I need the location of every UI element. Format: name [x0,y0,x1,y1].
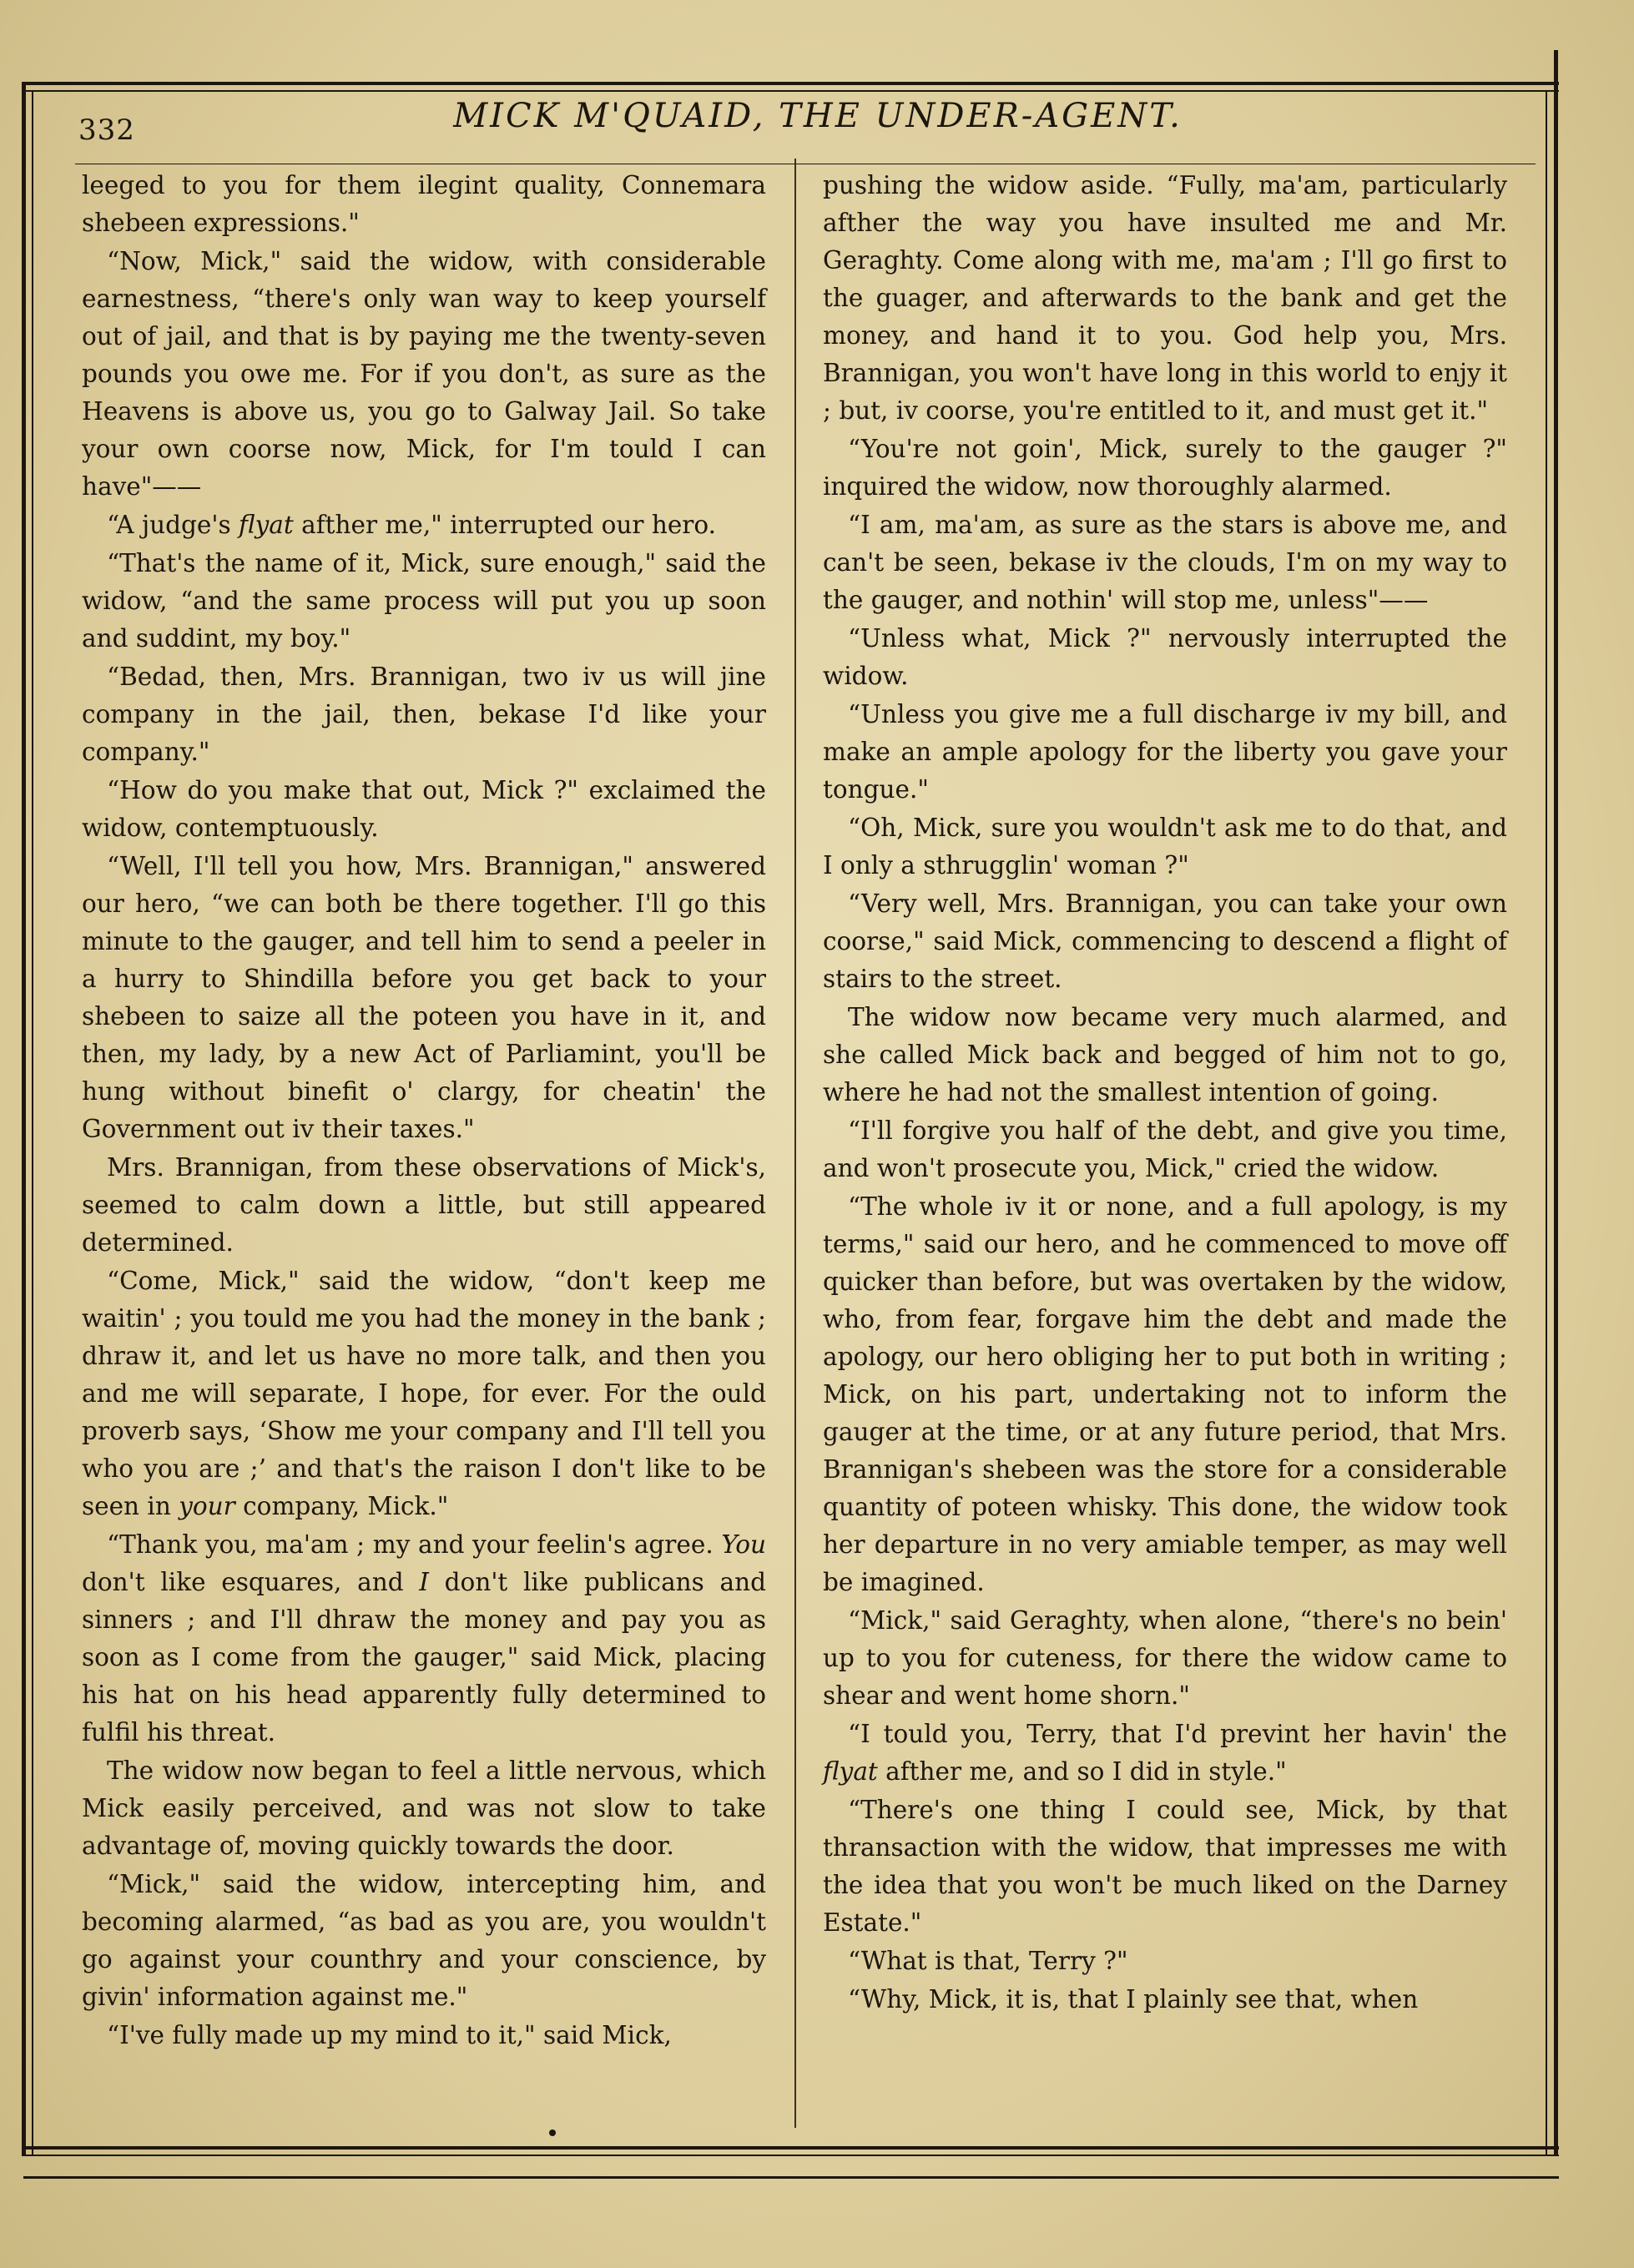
paragraph [82,1752,766,1865]
text-run: “Very well, Mrs. Brannigan, you can take your own coorse," said Mick, commencing to descend a flight of stairs to the street. [823,890,1507,993]
text-run: afther me," interrupted our hero. [293,511,717,539]
italic-text: flyat [823,1757,878,1786]
paragraph [82,167,766,242]
paragraph [82,243,766,506]
paragraph [82,1149,766,1262]
text-run: “There's one thing I could see, Mick, by that thransaction with the widow, that impresses me with the idea that you won't be much liked on the Darney Estate." [823,1796,1507,1937]
text-run: “I tould you, Terry, that I'd prevint her havin' the [848,1720,1507,1748]
paragraph [823,431,1507,506]
text-run: “That's the name of it, Mick, sure enough," said the widow, “and the same process will put you up soon and suddint, my boy." [82,549,766,653]
paragraph [823,1943,1507,1980]
text-run: “The whole iv it or none, and a full apology, is my terms," said our hero, and he commenced to move off quicker than before, but was overtaken by the widow, who, from fear, forgave him the debt and made the apology, our hero obliging her to put both in writing ; Mick, on his part, undertaking not to inform the gauger at the time, or at any future period, that Mrs. Brannigan's shebeen was the store for a considerable quantity of poteen whisky. This done, the widow took her departure in no very amiable temper, as may well be imagined. [823,1192,1507,1596]
right-border-rule [1554,50,1558,2156]
text-run: The widow now began to feel a little nervous, which Mick easily perceived, and was not slow to take advantage of, moving quickly towards the door. [82,1756,766,1860]
paragraph [82,658,766,771]
top-border-rule [23,82,1559,85]
paragraph [823,1112,1507,1187]
italic-text: flyat [238,511,294,539]
text-run: “Mick," said the widow, intercepting him, and becoming alarmed, “as bad as you are, you wouldn't go against your counthry and your conscience, by givin' information against me." [82,1870,766,2011]
paragraph [82,1263,766,1525]
italic-text: I [419,1568,429,1596]
text-run: company, Mick." [235,1492,449,1520]
text-run: “Unless you give me a full discharge iv my bill, and make an ample apology for the liberty you gave your tongue." [823,700,1507,804]
right-border-rule-thin [1546,90,1547,2156]
left-border-rule [22,82,26,2156]
bottom-border-rule-thin [23,2155,1559,2156]
text-run: don't like esquares, and [82,1568,420,1596]
text-run: “A judge's [107,511,239,539]
paragraph [82,1526,766,1751]
text-run: “What is that, Terry ?" [848,1947,1128,1975]
text-run: The widow now became very much alarmed, and she called Mick back and begged of him not to go, where he had not the smallest intention of going. [823,1003,1507,1106]
paragraph [823,167,1507,430]
text-run: “I'll forgive you half of the debt, and give you time, and won't prosecute you, Mick," cried the widow. [823,1116,1507,1182]
running-title: MICK M'QUAID, THE UNDER-AGENT. [453,97,1183,135]
text-run: “Now, Mick," said the widow, with considerable earnestness, “there's only wan way to keep yourself out of jail, and that is by paying me the twenty-seven pounds you owe me. For if you don't, as sure as the Heavens is above us, you go to Galway Jail. So take your own coorse now, Mick, for I'm tould I can have"—— [82,247,766,501]
text-run: don't like publicans and sinners ; and I'll dhraw the money and pay you as soon as I come from the gauger," said Mick, placing his hat on his head apparently fully determined to fulfil his threat. [82,1568,766,1746]
text-run: “Oh, Mick, sure you wouldn't ask me to do that, and I only a sthrugglin' woman ?" [823,814,1507,879]
paragraph [82,772,766,847]
paragraph [823,696,1507,809]
paragraph [82,507,766,544]
text-run: “Why, Mick, it is, that I plainly see that, when [848,1985,1419,2013]
page-number: 332 [78,113,135,147]
paragraph [82,545,766,658]
top-border-rule-thin [23,90,1559,92]
text-run: pushing the widow aside. “Fully, ma'am, particularly afther the way you have insulted me and Mr. Geraghty. Come along with me, ma'am ; I'll go first to the guager, and afterwards to the bank and get the money, and hand it to you. God help you, Mrs. Brannigan, you won't have long in this world to enjy it ; but, iv coorse, you're entitled to it, and must get it." [823,171,1507,425]
paragraph [823,1716,1507,1791]
bottom-border-rule [23,2146,1559,2150]
left-text-column [82,167,766,2055]
paragraph [823,1602,1507,1715]
paragraph [823,809,1507,885]
text-run: Mrs. Brannigan, from these observations of Mick's, seemed to calm down a little, but still appeared determined. [82,1153,766,1257]
paragraph [823,507,1507,619]
text-run: “Well, I'll tell you how, Mrs. Brannigan," answered our hero, “we can both be there together. I'll go this minute to the gauger, and tell him to send a peeler in a hurry to Shindilla before you get back to your shebeen to saize all the poteen you have in it, and then, my lady, by a new Act of Parliamint, you'll be hung without binefit o' clargy, for cheatin' the Government out iv their taxes." [82,852,766,1143]
paragraph [823,620,1507,695]
text-run: “Unless what, Mick ?" nervously interrupted the widow. [823,624,1507,690]
printer-ornament-dot [549,2129,556,2136]
text-run: “Mick," said Geraghty, when alone, “there's no bein' up to you for cuteness, for there the widow came to shear and went home shorn." [823,1606,1507,1710]
paragraph [823,885,1507,998]
text-run: “Come, Mick," said the widow, “don't keep me waitin' ; you tould me you had the money in the bank ; dhraw it, and let us have no more talk, and then you and me will separate, I hope, for ever. For the ould proverb says, ‘Show me your company and I'll tell you who you are ;’ and that's the raison I don't like to be seen in [82,1267,766,1520]
text-run: leeged to you for them ilegint quality, Connemara shebeen expressions." [82,171,766,237]
paragraph [82,1866,766,2016]
text-run: “Thank you, ma'am ; my and your feelin's agree. [107,1530,722,1559]
column-divider [794,159,796,2128]
paragraph [823,1792,1507,1942]
italic-text: You [721,1530,766,1559]
paragraph [823,1981,1507,2019]
paragraph [82,2017,766,2054]
text-run: “I am, ma'am, as sure as the stars is above me, and can't be seen, bekase iv the clouds, I'm on my way to the gauger, and nothin' will stop me, unless"—— [823,511,1507,614]
text-run: “How do you make that out, Mick ?" exclaimed the widow, contemptuously. [82,776,766,842]
paragraph [82,848,766,1148]
bottom-border-rule-outer [23,2176,1559,2179]
text-run: afther me, and so I did in style." [877,1757,1287,1786]
italic-text: your [179,1492,235,1520]
paragraph [823,1188,1507,1601]
right-text-column [823,167,1507,2019]
paragraph [823,999,1507,1111]
text-run: “I've fully made up my mind to it," said Mick, [107,2021,672,2049]
text-run: “Bedad, then, Mrs. Brannigan, two iv us will jine company in the jail, then, bekase I'd like your company." [82,663,766,766]
text-run: “You're not goin', Mick, surely to the gauger ?" inquired the widow, now thoroughly alarmed. [823,435,1507,501]
left-border-rule-thin [32,90,33,2156]
